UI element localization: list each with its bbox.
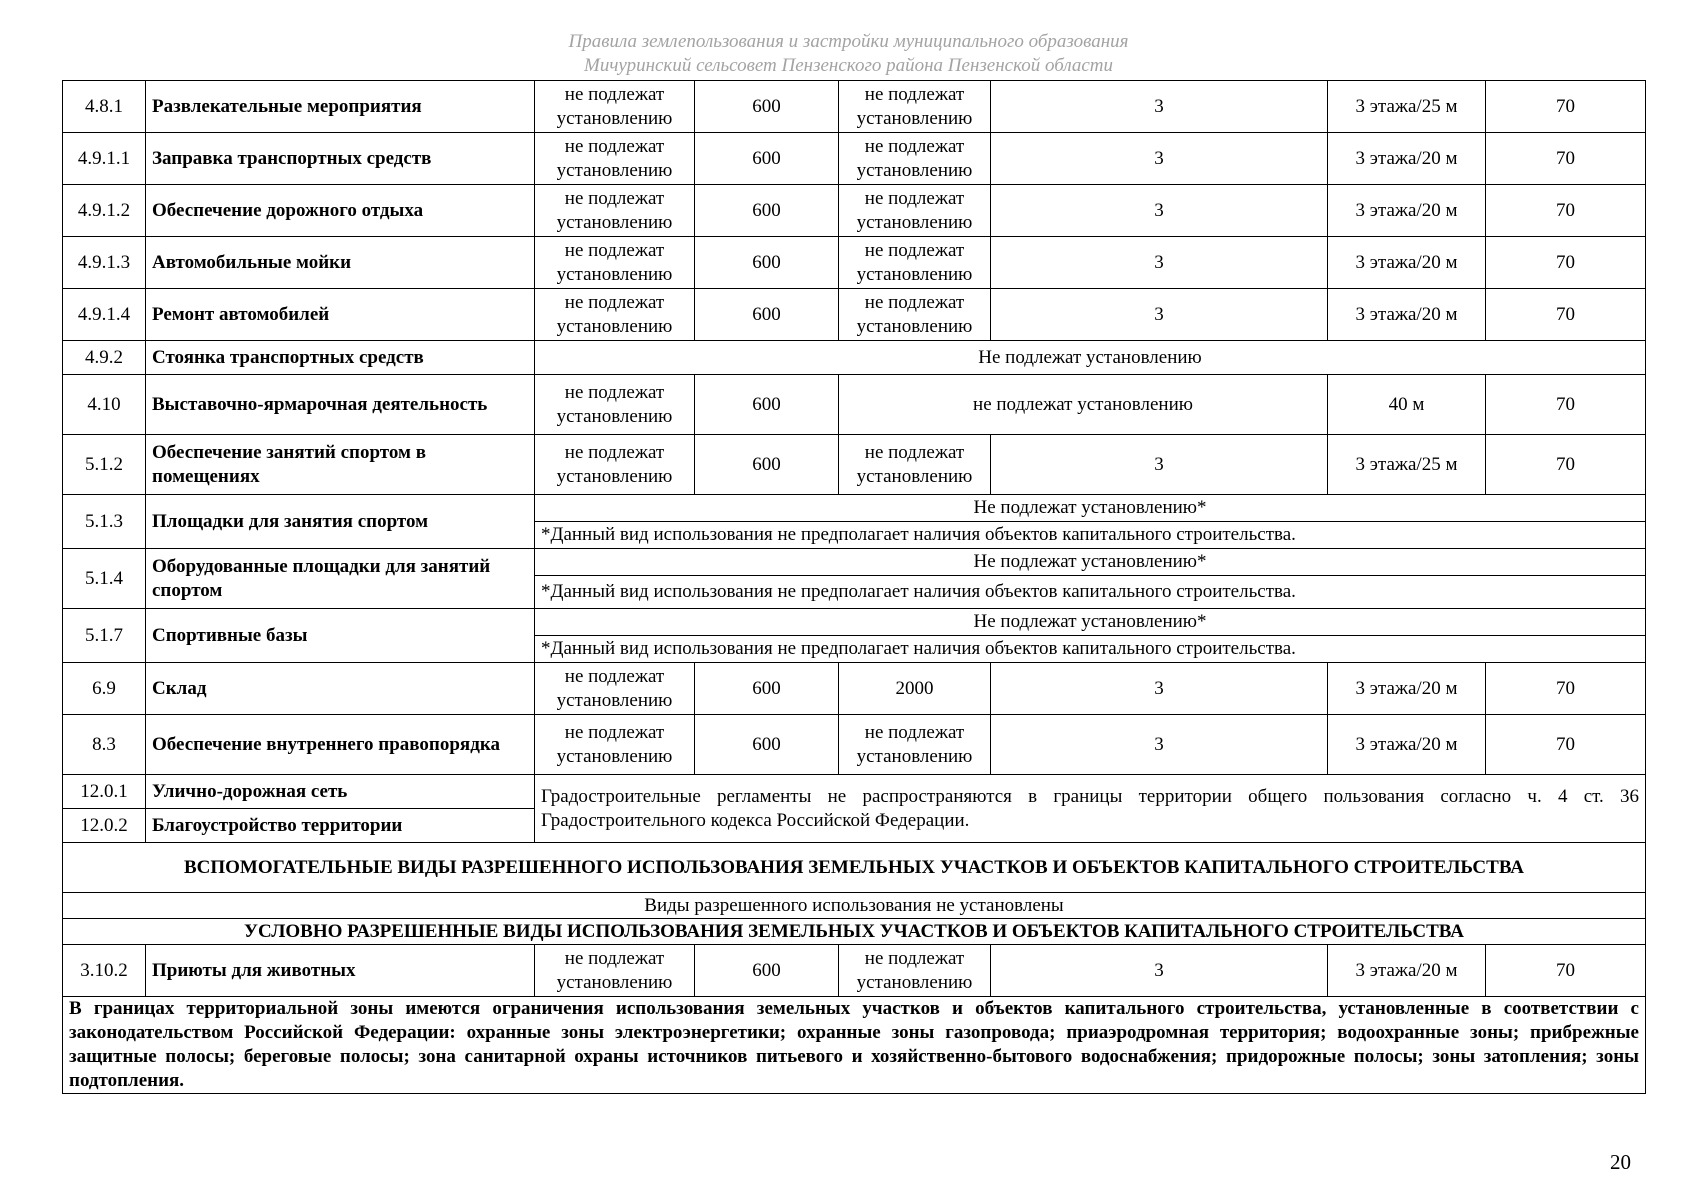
min-plot-size: не подлежат установлению [535,185,695,237]
min-plot-size: не подлежат установлению [535,715,695,775]
not-established-cell: Не подлежат установлению* [535,609,1646,636]
table-row [63,609,1646,636]
section-title-auxiliary: ВСПОМОГАТЕЛЬНЫЕ ВИДЫ РАЗРЕШЕННОГО ИСПОЛЬЗОВАНИЯ ЗЕМЕЛЬНЫХ УЧАСТКОВ И ОБЪЕКТОВ КАПИТАЛЬНОГО СТРОИТЕЛЬСТВА [63,843,1646,893]
row-code: 4.9.1.1 [63,133,146,185]
footnote-cell: *Данный вид использования не предполагает наличия объектов капитального строительства. [535,636,1646,663]
table-row [63,435,1646,495]
row-name: Площадки для занятия спортом [146,495,535,549]
row-code: 4.9.1.3 [63,237,146,289]
min-plot-size: не подлежат установлению [535,133,695,185]
row-name: Оборудованные площадки для занятий спортом [146,549,535,609]
min-plot-size: не подлежат установлению [535,435,695,495]
param-3: 2000 [839,663,991,715]
row-code: 12.0.2 [63,809,146,843]
row-code: 4.9.2 [63,341,146,375]
min-setback: 3 [991,715,1328,775]
min-setback: 3 [991,289,1328,341]
row-code: 4.8.1 [63,81,146,133]
table-row [63,133,1646,185]
section-header-row [63,843,1646,893]
max-coverage: 70 [1486,185,1646,237]
row-name: Склад [146,663,535,715]
max-floors-height: 3 этажа/20 м [1328,133,1486,185]
running-header-line-2: Мичуринский сельсовет Пензенского района Пензенской области [584,55,1113,76]
footnote-cell: *Данный вид использования не предполагает наличия объектов капитального строительства. [535,576,1646,609]
max-plot-size: 600 [695,715,839,775]
table-row [63,81,1646,133]
row-name: Приюты для животных [146,945,535,997]
row-code: 4.9.1.2 [63,185,146,237]
max-coverage: 70 [1486,375,1646,435]
max-floors-height: 3 этажа/20 м [1328,715,1486,775]
max-plot-size: 600 [695,375,839,435]
param-3: не подлежат установлению [839,289,991,341]
row-code: 4.10 [63,375,146,435]
max-floors-height: 3 этажа/20 м [1328,185,1486,237]
row-name: Автомобильные мойки [146,237,535,289]
max-floors-height: 3 этажа/20 м [1328,663,1486,715]
max-plot-size: 600 [695,185,839,237]
not-established-cell: Не подлежат установлению* [535,495,1646,522]
row-code: 8.3 [63,715,146,775]
max-plot-size: 600 [695,435,839,495]
min-setback: 3 [991,663,1328,715]
min-plot-size: не подлежат установлению [535,237,695,289]
row-code: 4.9.1.4 [63,289,146,341]
zoning-regulations-table [62,80,1646,1094]
min-plot-size: не подлежат установлению [535,663,695,715]
max-plot-size: 600 [695,133,839,185]
row-code: 6.9 [63,663,146,715]
max-coverage: 70 [1486,663,1646,715]
param-3: не подлежат установлению [839,945,991,997]
param-3: не подлежат установлению [839,133,991,185]
row-name: Заправка транспортных средств [146,133,535,185]
max-coverage: 70 [1486,81,1646,133]
row-name: Обеспечение дорожного отдыха [146,185,535,237]
max-coverage: 70 [1486,133,1646,185]
max-coverage: 70 [1486,945,1646,997]
row-name: Ремонт автомобилей [146,289,535,341]
param-3: не подлежат установлению [839,435,991,495]
table-row [63,375,1646,435]
max-coverage: 70 [1486,237,1646,289]
min-plot-size: не подлежат установлению [535,375,695,435]
section-text-auxiliary: Виды разрешенного использования не установлены [63,893,1646,919]
max-plot-size: 600 [695,945,839,997]
max-floors-height: 3 этажа/25 м [1328,81,1486,133]
max-floors-height: 3 этажа/20 м [1328,945,1486,997]
not-established-cell: Не подлежат установлению [535,341,1646,375]
restrictions-text: В границах территориальной зоны имеются ограничения использования земельных участков и объектов капитального строительства, установленные в соответствии с законодательством Российской Федерации: охранные зоны электроэнергетики; охранные зоны газопровода; приаэродромная территория; водоохранные зоны; прибрежные защитные полосы; береговые полосы; зона санитарной охраны источников питьевого и хозяйственно-бытового водоснабжения; придорожные полосы; зоны затопления; зоны подтопления. [63,997,1646,1094]
param-3: не подлежат установлению [839,81,991,133]
min-setback: 3 [991,945,1328,997]
min-setback: 3 [991,435,1328,495]
table-row [63,945,1646,997]
row-name: Стоянка транспортных средств [146,341,535,375]
section-header-row [63,919,1646,945]
table-row [63,341,1646,375]
max-coverage: 70 [1486,715,1646,775]
max-plot-size: 600 [695,81,839,133]
footnote-cell: *Данный вид использования не предполагает наличия объектов капитального строительства. [535,522,1646,549]
min-setback: 3 [991,133,1328,185]
row-code: 3.10.2 [63,945,146,997]
not-established-cell: Не подлежат установлению* [535,549,1646,576]
row-name: Спортивные базы [146,609,535,663]
param-3: не подлежат установлению [839,185,991,237]
row-name: Выставочно-ярмарочная деятельность [146,375,535,435]
min-plot-size: не подлежат установлению [535,81,695,133]
table-row [63,715,1646,775]
min-setback: 3 [991,185,1328,237]
table-row [63,237,1646,289]
row-name: Обеспечение занятий спортом в помещениях [146,435,535,495]
min-plot-size: не подлежат установлению [535,945,695,997]
running-header-line-1: Правила землепользования и застройки муниципального образования [568,31,1129,52]
row-name: Обеспечение внутреннего правопорядка [146,715,535,775]
param-3: не подлежат установлению [839,237,991,289]
max-plot-size: 600 [695,663,839,715]
row-code: 12.0.1 [63,775,146,809]
restrictions-row [63,997,1646,1094]
table-row [63,775,1646,809]
max-floors-height: 3 этажа/20 м [1328,237,1486,289]
max-plot-size: 600 [695,289,839,341]
param-3-4-merged: не подлежат установлению [839,375,1328,435]
page-number: 20 [1610,1150,1631,1174]
section-text-row [63,893,1646,919]
row-code: 5.1.2 [63,435,146,495]
row-code: 5.1.3 [63,495,146,549]
table-row [63,663,1646,715]
regulation-text-cell: Градостроительные регламенты не распространяются в границы территории общего пользования согласно ч. 4 ст. 36 Градостроительного кодекса Российской Федерации. [535,775,1646,843]
table-row [63,185,1646,237]
table-row [63,495,1646,522]
max-coverage: 70 [1486,289,1646,341]
max-floors-height: 3 этажа/20 м [1328,289,1486,341]
min-plot-size: не подлежат установлению [535,289,695,341]
max-floors-height: 3 этажа/25 м [1328,435,1486,495]
row-name: Благоустройство территории [146,809,535,843]
table-row [63,289,1646,341]
table-row [63,549,1646,576]
max-coverage: 70 [1486,435,1646,495]
max-plot-size: 600 [695,237,839,289]
row-code: 5.1.7 [63,609,146,663]
min-setback: 3 [991,237,1328,289]
section-title-conditional: УСЛОВНО РАЗРЕШЕННЫЕ ВИДЫ ИСПОЛЬЗОВАНИЯ ЗЕМЕЛЬНЫХ УЧАСТКОВ И ОБЪЕКТОВ КАПИТАЛЬНОГО СТРОИТЕЛЬСТВА [63,919,1646,945]
row-name: Развлекательные мероприятия [146,81,535,133]
param-3: не подлежат установлению [839,715,991,775]
row-code: 5.1.4 [63,549,146,609]
min-setback: 3 [991,81,1328,133]
row-name: Улично-дорожная сеть [146,775,535,809]
max-floors-height: 40 м [1328,375,1486,435]
